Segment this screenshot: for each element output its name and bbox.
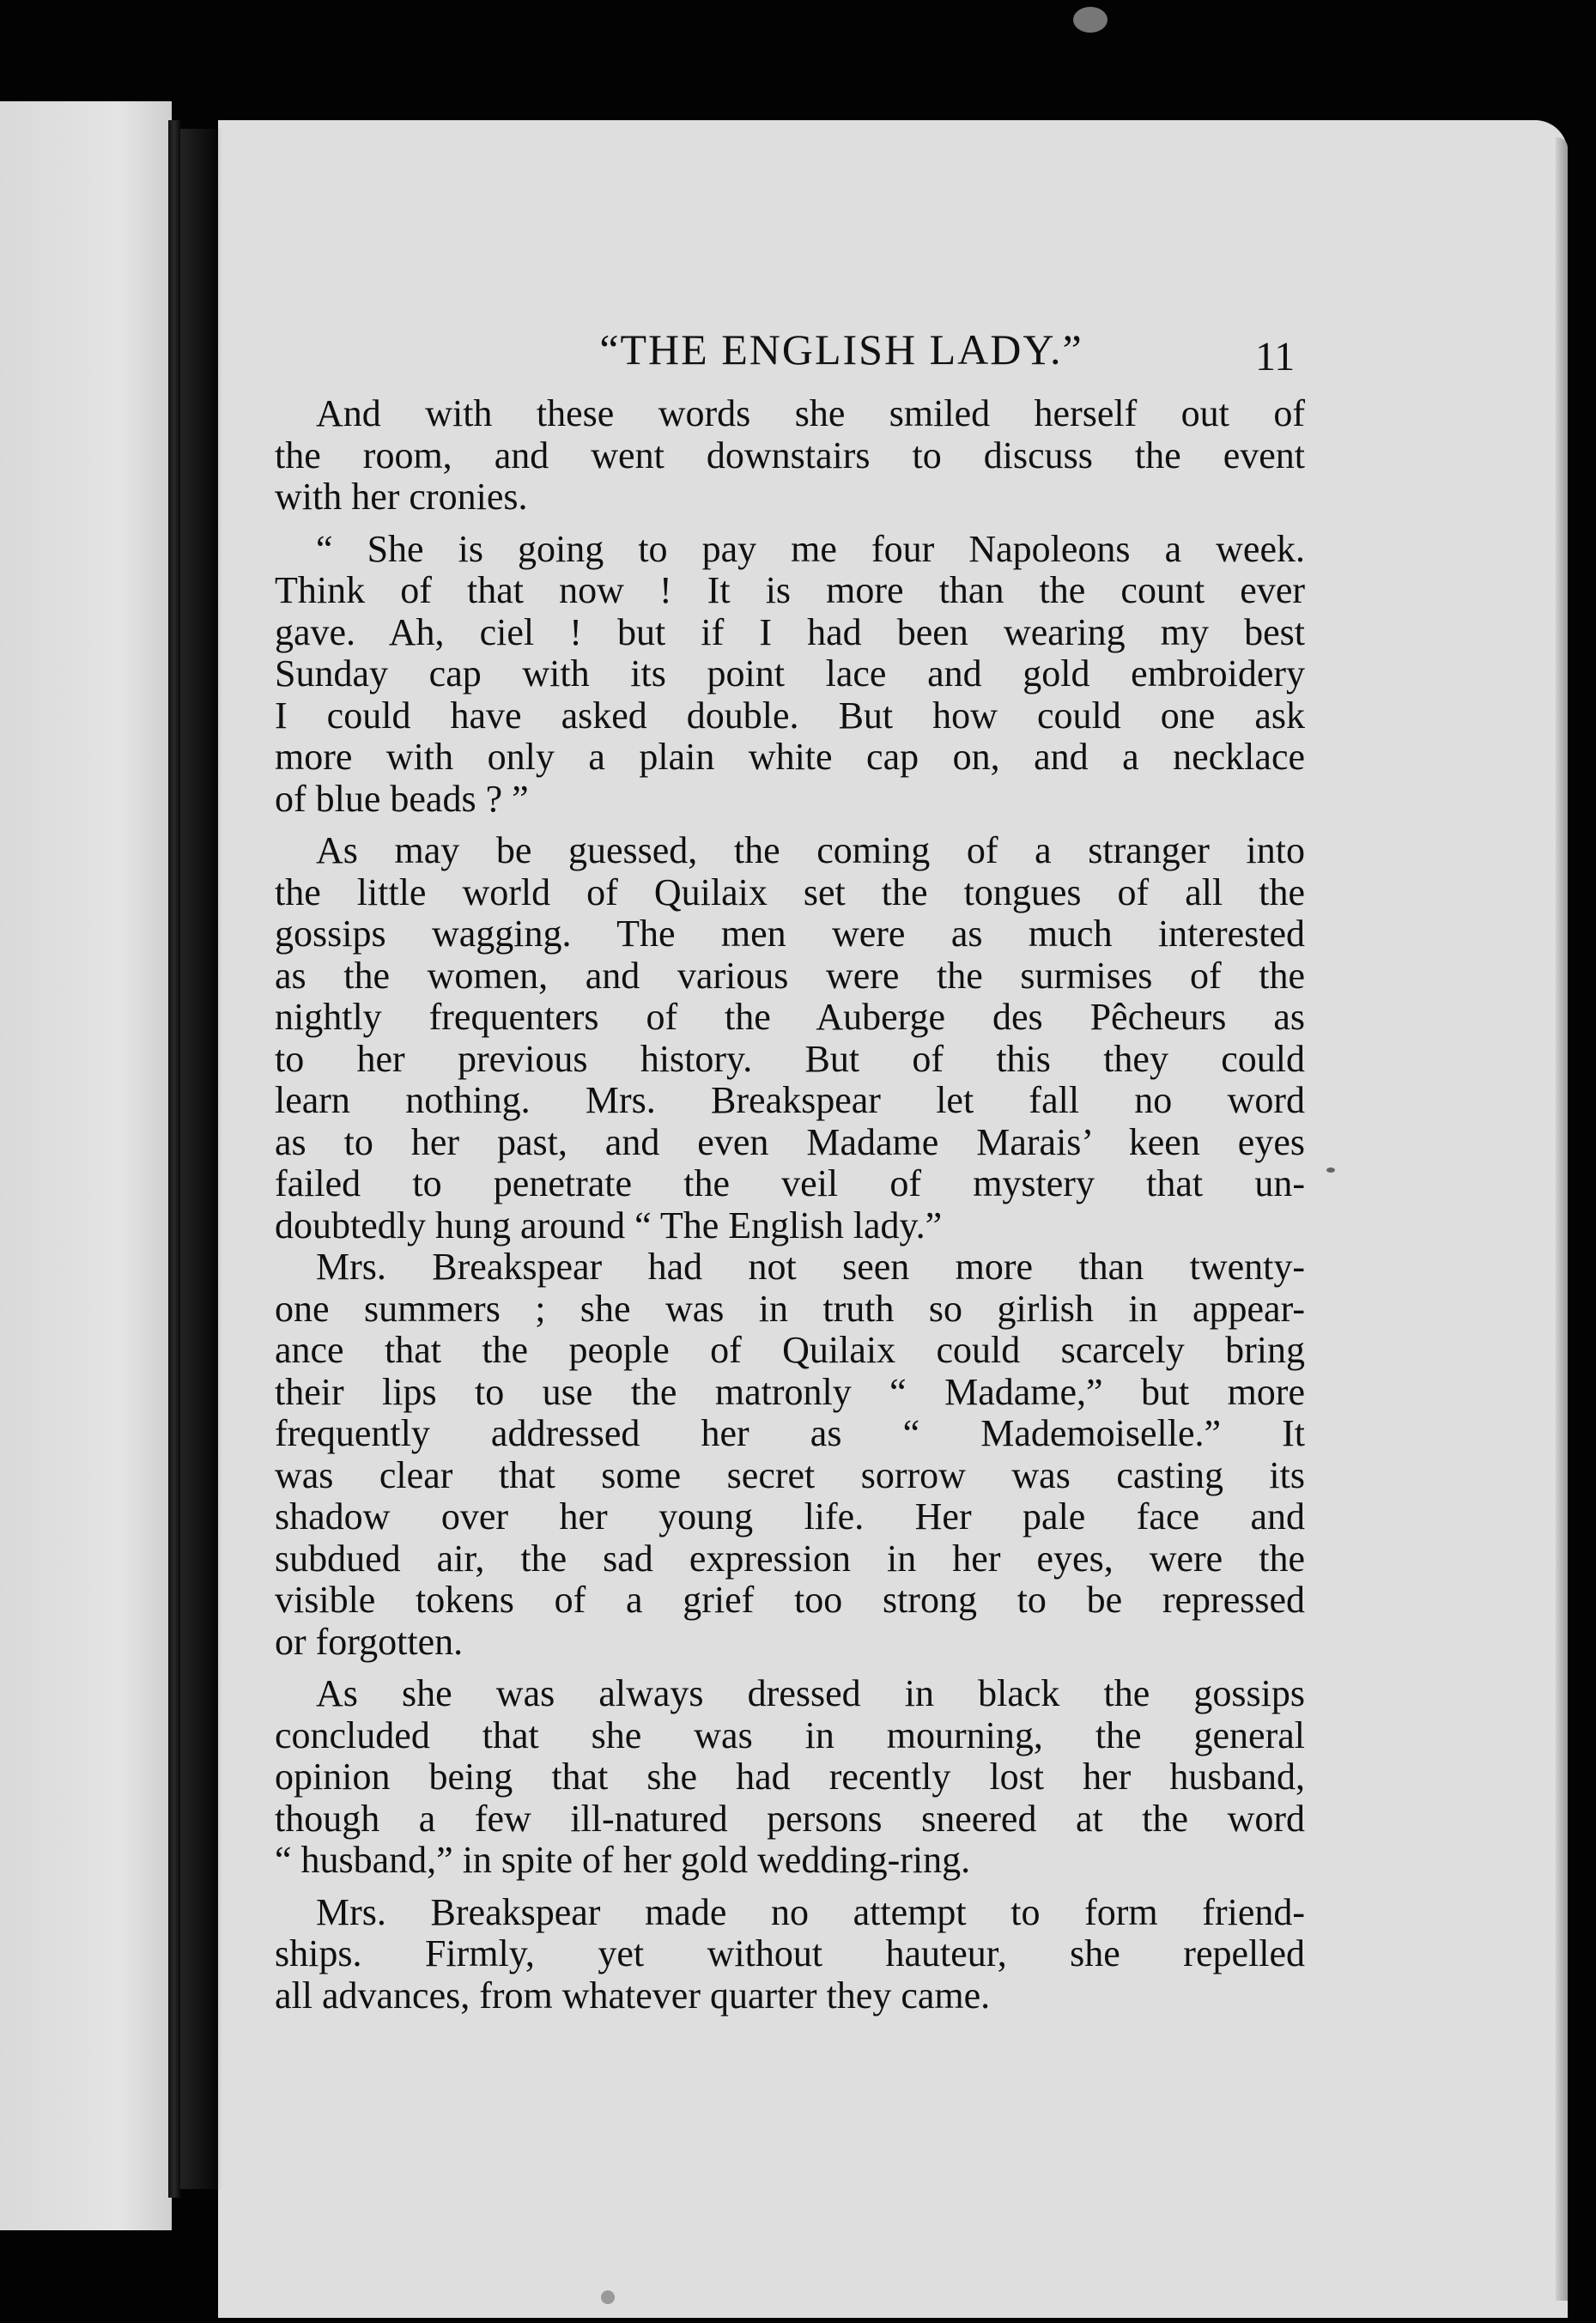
page-edge-shadow bbox=[1556, 137, 1568, 2301]
text-line: As she was always dressed in black the gossips bbox=[316, 1672, 1305, 1714]
facing-page-edge bbox=[0, 101, 172, 2230]
text-line: And with these words she smiled herself out of bbox=[316, 392, 1305, 434]
text-line: of blue beads ? ” bbox=[275, 777, 529, 820]
paragraph-gap bbox=[275, 1882, 1305, 1892]
paragraph bbox=[275, 830, 1305, 1246]
text-line: was clear that some secret sorrow was casting its bbox=[275, 1453, 1305, 1496]
text-line: opinion being that she had recently lost her husband, bbox=[275, 1756, 1305, 1798]
book-gutter bbox=[168, 120, 180, 2198]
paragraph-gap bbox=[275, 519, 1305, 529]
page-number: 11 bbox=[1255, 334, 1296, 379]
text-line: nightly frequenters of the Auberge des Pêcheurs as bbox=[275, 996, 1305, 1038]
text-line: subdued air, the sad expression in her eyes, were the bbox=[275, 1537, 1305, 1580]
text-line: the room, and went downstairs to discuss the event bbox=[275, 434, 1305, 476]
gutter-shadow bbox=[180, 129, 223, 2189]
text-line: “ She is going to pay me four Napoleons a week. bbox=[316, 527, 1305, 570]
text-line: Think of that now ! It is more than the count ever bbox=[275, 569, 1305, 611]
text-line: concluded that she was in mourning, the general bbox=[275, 1713, 1305, 1756]
text-line: Mrs. Breakspear had not seen more than twenty- bbox=[316, 1246, 1305, 1288]
text-line: “ husband,” in spite of her gold wedding-ring. bbox=[275, 1839, 971, 1881]
text-line: or forgotten. bbox=[275, 1620, 464, 1663]
dust-speck bbox=[1326, 1168, 1335, 1173]
text-line: all advances, from whatever quarter they came. bbox=[275, 1974, 991, 2017]
dust-speck bbox=[601, 2290, 615, 2304]
text-line: ance that the people of Quilaix could scarcely bring bbox=[275, 1329, 1305, 1371]
text-line: though a few ill-natured persons sneered at the word bbox=[275, 1797, 1305, 1840]
text-line: to her previous history. But of this they could bbox=[275, 1037, 1305, 1080]
paragraph bbox=[275, 1673, 1305, 1882]
text-line: with her cronies. bbox=[275, 476, 528, 518]
text-line: Mrs. Breakspear made no attempt to form friend- bbox=[316, 1890, 1305, 1933]
text-line: ships. Firmly, yet without hauteur, she repelled bbox=[275, 1932, 1305, 1974]
text-line: gave. Ah, ciel ! but if I had been wearing my best bbox=[275, 610, 1305, 653]
text-line: visible tokens of a grief too strong to be repressed bbox=[275, 1579, 1305, 1621]
text-line: more with only a plain white cap on, and a necklace bbox=[275, 736, 1305, 778]
text-line: the little world of Quilaix set the tongues of all the bbox=[275, 870, 1305, 913]
text-line: Sunday cap with its point lace and gold embroidery bbox=[275, 652, 1305, 694]
text-line: shadow over her young life. Her pale face and bbox=[275, 1495, 1305, 1538]
paragraph bbox=[275, 393, 1305, 519]
text-line: gossips wagging. The men were as much interested bbox=[275, 913, 1305, 955]
body-text bbox=[275, 393, 1305, 2017]
text-line: failed to penetrate the veil of mystery that un- bbox=[275, 1162, 1305, 1204]
text-line: as to her past, and even Madame Marais’ keen eyes bbox=[275, 1120, 1305, 1163]
text-line: As may be guessed, the coming of a stranger into bbox=[316, 829, 1305, 871]
text-line: doubtedly hung around “ The English lady.” bbox=[275, 1204, 943, 1246]
text-line: as the women, and various were the surmises of the bbox=[275, 954, 1305, 997]
text-line: frequently addressed her as “ Mademoiselle.” It bbox=[275, 1412, 1305, 1454]
text-line: one summers ; she was in truth so girlish in appear- bbox=[275, 1287, 1305, 1330]
dust-speck bbox=[1073, 7, 1107, 33]
paragraph bbox=[275, 529, 1305, 821]
text-line: their lips to use the matronly “ Madame,” but more bbox=[275, 1370, 1305, 1413]
text-line: I could have asked double. But how could one ask bbox=[275, 694, 1305, 737]
paragraph bbox=[275, 1892, 1305, 2017]
paragraph bbox=[275, 1246, 1305, 1663]
running-head: “THE ENGLISH LADY.” bbox=[599, 325, 1083, 373]
text-line: learn nothing. Mrs. Breakspear let fall no word bbox=[275, 1079, 1305, 1121]
